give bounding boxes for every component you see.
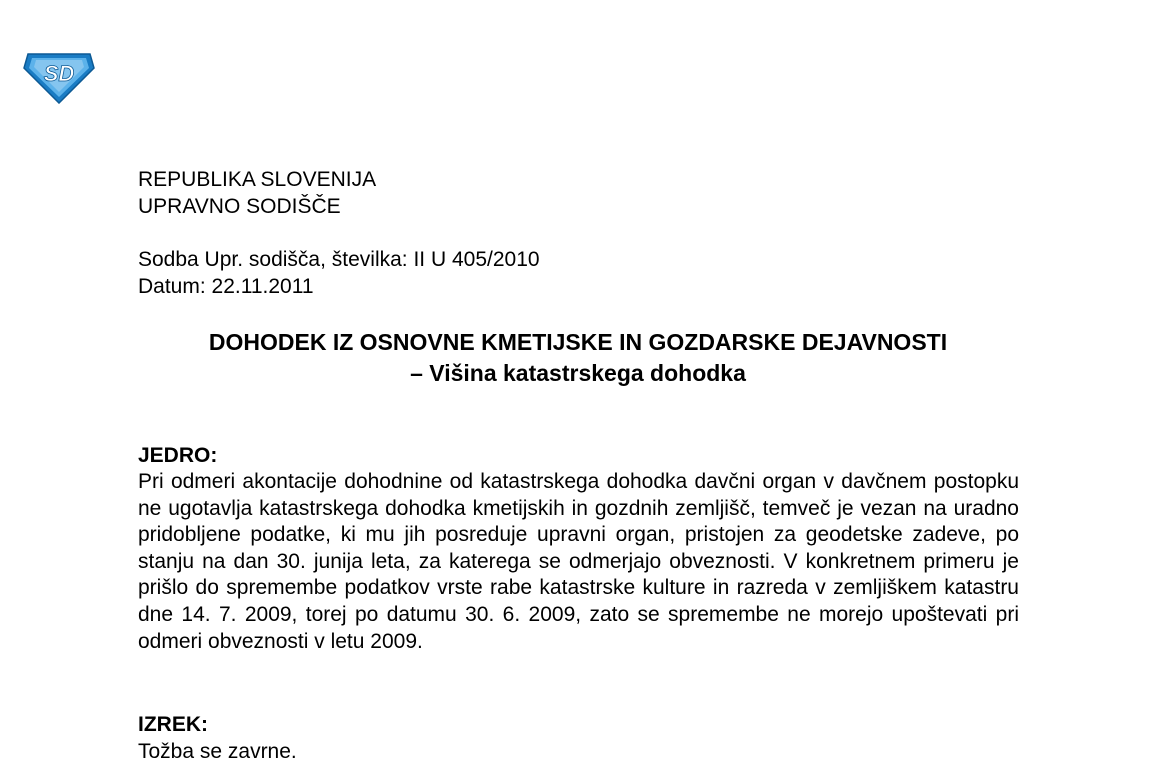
country-name: REPUBLIKA SLOVENIJA <box>138 168 377 191</box>
sd-logo-icon <box>22 48 96 104</box>
izrek-text: Tožba se zavrne. <box>138 740 297 763</box>
case-number: Sodba Upr. sodišča, številka: II U 405/2010 <box>138 248 540 271</box>
izrek-heading: IZREK: <box>138 713 208 736</box>
jedro-heading: JEDRO: <box>138 444 218 467</box>
case-date: Datum: 22.11.2011 <box>138 275 314 298</box>
title-line-1: DOHODEK IZ OSNOVNE KMETIJSKE IN GOZDARSKE DEJAVNOSTI <box>208 329 948 355</box>
title-line-2: – Višina katastrskega dohodka <box>410 360 746 386</box>
court-name: UPRAVNO SODIŠČE <box>138 195 341 218</box>
document-title <box>138 327 1018 389</box>
header-block <box>138 166 376 220</box>
jedro-text: Pri odmeri akontacije dohodnine od katastrskega dohodka davčni organ v davčnem postopku ne ugotavlja katastrskega dohodka kmetijskih in gozdnih zemljišč, temveč je vezan na uradno pridobljene podatke, ki mu jih posreduje upravni organ, pristojen za geodetske zadeve, po stanju na dan 30. junija leta, za katerega se odmerjajo obveznosti. V konkretnem primeru je prišlo do spremembe podatkov vrste rabe katastrske kulture in razreda v zemljiškem katastru dne 14. 7. 2009, torej po datumu 30. 6. 2009, zato se spremembe ne morejo upoštevati pri odmeri obveznosti v letu 2009. <box>138 470 1019 653</box>
case-meta <box>138 246 540 300</box>
logo-text: SD <box>43 61 75 86</box>
